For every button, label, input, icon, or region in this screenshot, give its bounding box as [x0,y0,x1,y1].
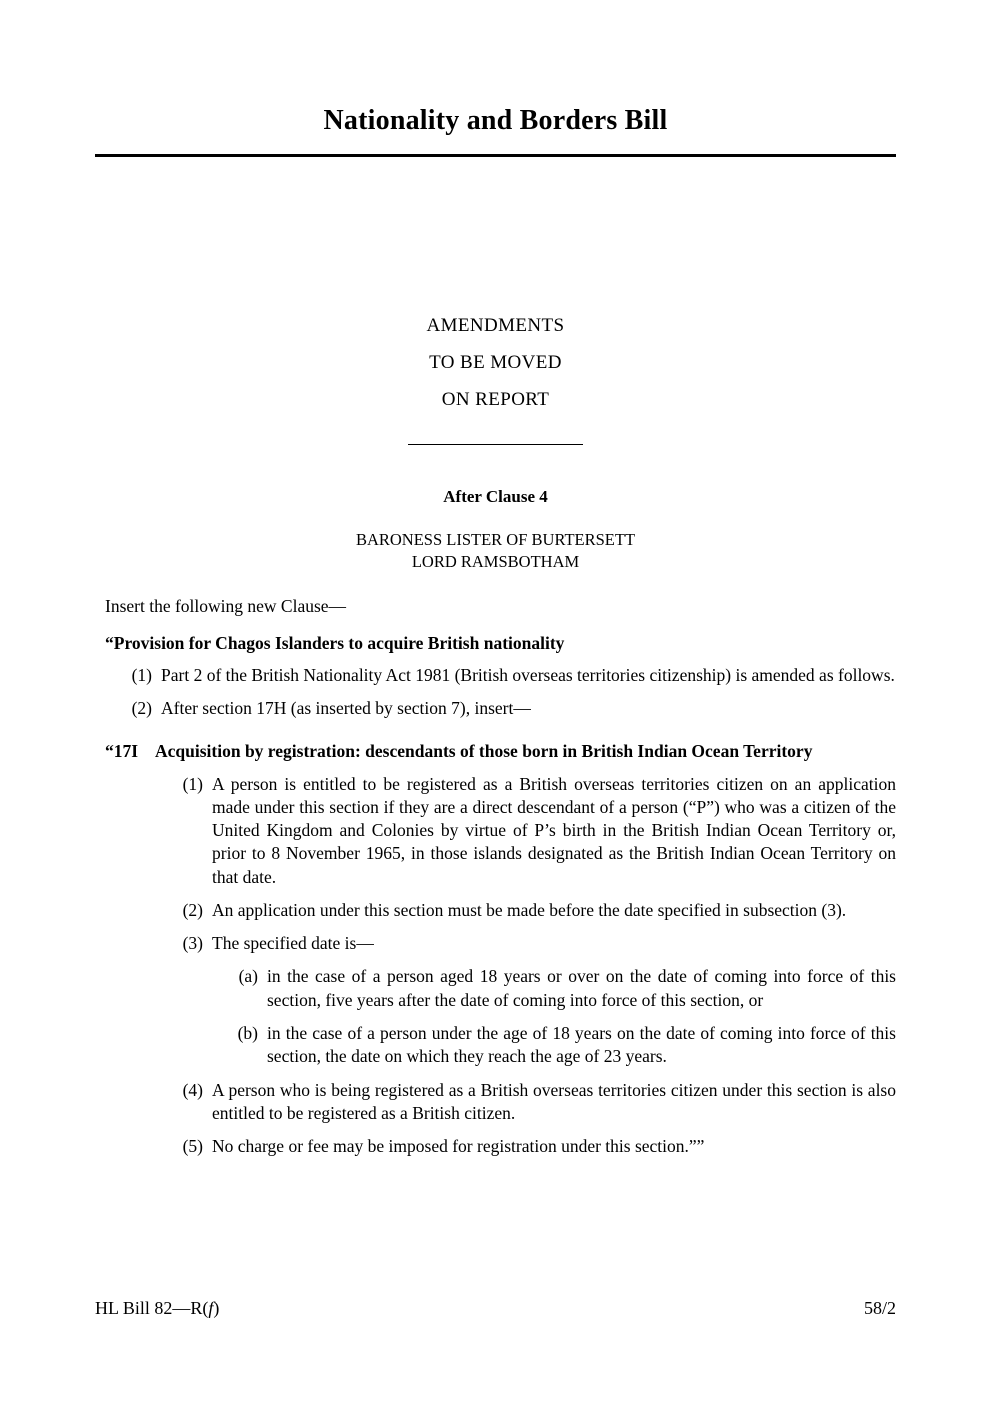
clause-item-text: Part 2 of the British Nationality Act 1981 (British overseas territories citizenship) is amended as follows. [161,664,895,685]
clause-item [122,697,896,720]
sub-subsection-number: (b) [237,1022,258,1043]
subsection-text: An application under this section must be made before the date specified in subsection (3). [212,899,847,920]
title-divider [95,154,896,157]
section-divider [408,444,583,445]
inserted-section-title: Acquisition by registration: descendants of those born in British Indian Ocean Territory [155,741,813,762]
clause-item [122,664,896,687]
subsection-number: (5) [182,1136,203,1157]
sub-subsection-number: (a) [238,966,258,987]
sponsor-list [95,529,896,574]
sponsor-name-2: LORD RAMSBOTHAM [411,552,580,572]
bill-reference-italic: f [208,1298,214,1318]
subsection-item [173,1079,896,1126]
sponsor-name-1: BARONESS LISTER OF BURTERSETT [355,530,636,550]
after-clause-heading: After Clause 4 [443,487,548,507]
subsection-item [173,773,896,889]
clause-item-number: (2) [131,697,152,718]
clause-item-text: After section 17H (as inserted by section 7), insert— [161,697,531,718]
page-number: 58/2 [863,1298,896,1318]
sub-subsection-text: in the case of a person aged 18 years or over on the date of coming into force of this section, five years after the date of coming into force of this section, or [267,966,896,1010]
subsection-number: (3) [182,933,203,954]
inserted-section-heading [105,740,896,762]
clause-item-number: (1) [131,664,152,685]
subsection-number: (4) [182,1079,203,1100]
sub-subsection-text: in the case of a person under the age of 18 years on the date of coming into force of this section, the date on which they reach the age of 23 years. [267,1022,896,1067]
subsection-item [173,1135,896,1158]
bill-reference [95,1298,219,1319]
bill-reference-suffix: ) [213,1298,220,1318]
subsection-text: A person is entitled to be registered as a British overseas territories citizen on an application made under this section if they are a direct descendant of a person (“P”) who was a citizen of the United Kingdom and Colonies by virtue of P’s birth in the British Indian Ocean Territory or, prior to 8 November 1965, in those islands designated as the British Indian Ocean Territory on that date. [212,773,896,887]
subsection-number: (1) [182,773,203,794]
subsection-item [173,899,896,922]
subsection-text: A person who is being registered as a British overseas territories citizen under this section is also entitled to be registered as a British citizen. [212,1079,896,1123]
insert-instruction: Insert the following new Clause— [105,595,347,616]
page-footer [95,1298,896,1319]
subsection-number: (2) [182,899,203,920]
subsection-text: The specified date is— [212,933,374,954]
subsection-item [173,932,896,955]
new-clause-title: “Provision for Chagos Islanders to acquire British nationality [105,632,565,653]
sub-subsection-item [228,1022,896,1069]
subsection-text: No charge or fee may be imposed for registration under this section.”” [212,1136,705,1157]
amendments-heading [95,307,896,418]
sub-subsection-item [228,965,896,1012]
amendments-heading-line-1: AMENDMENTS [426,315,565,336]
amendments-heading-line-2: TO BE MOVED [429,352,562,374]
amendments-heading-line-3: ON REPORT [441,389,550,411]
inserted-section-number: “17I [105,741,139,762]
bill-reference-prefix: HL Bill 82—R( [95,1298,209,1318]
page-title: Nationality and Borders Bill [323,105,668,136]
